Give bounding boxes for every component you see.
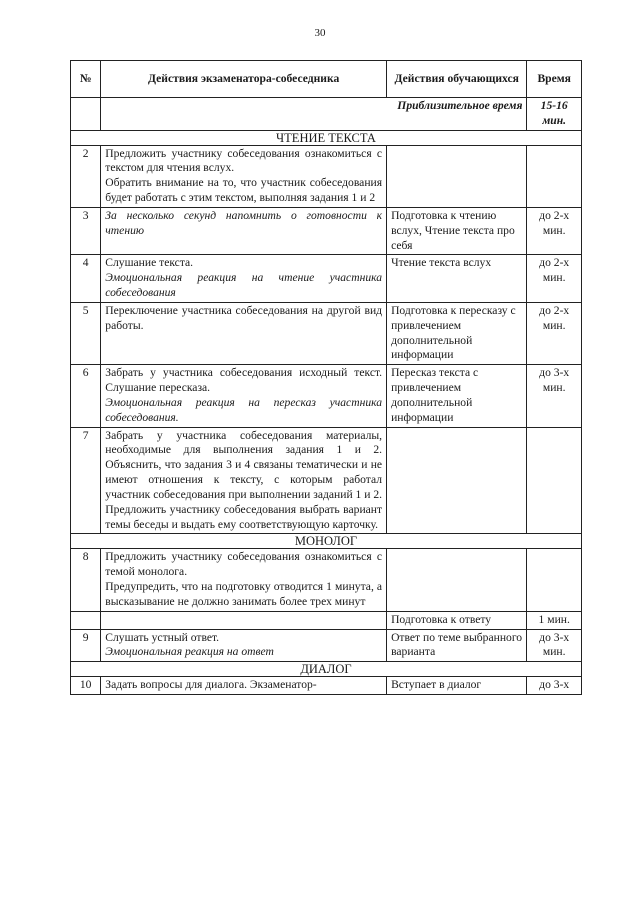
time-value: 1 мин. (527, 611, 582, 629)
examiner-italic-text: Эмоциональная реакция на чтение участника собеседования (105, 271, 383, 300)
examiner-action (101, 629, 387, 662)
row-number: 3 (71, 207, 101, 254)
time-value: до 3-х мин. (527, 365, 582, 427)
table-cell (71, 611, 101, 629)
section-row-dialog (71, 662, 582, 677)
time-value: до 2-х мин. (527, 207, 582, 254)
section-title-monolog: МОНОЛОГ (71, 534, 582, 549)
table-row (71, 302, 582, 364)
examiner-action (101, 427, 387, 534)
row-number: 6 (71, 365, 101, 427)
section-title-reading: ЧТЕНИЕ ТЕКСТА (71, 130, 582, 145)
time-value: до 3-х мин. (527, 629, 582, 662)
table-row (71, 549, 582, 611)
header-examiner-actions: Действия экзаменатора-собеседника (101, 61, 387, 98)
examiner-action (101, 549, 387, 611)
student-action (387, 427, 527, 534)
student-action (387, 145, 527, 207)
examiner-text: Забрать у участника собеседования материалы, необходимые для выполнения задания 1 и 2. Объяснить, что задания 3 и 4 связаны тематически и не имеют отношения к тексту, с которым работал участник собеседования при выполнении заданий 1 и 2. Предложить участнику собеседования выбрать вариант темы беседы и выдать ему соответствующую карточку. (105, 428, 383, 531)
time-value (527, 427, 582, 534)
table-row (71, 629, 582, 662)
examiner-action (101, 677, 387, 695)
time-value: до 3-х (527, 677, 582, 695)
student-action: Вступает в диалог (387, 677, 527, 695)
examiner-text: Предложить участнику собеседования ознакомиться с текстом для чтения вслух. (105, 146, 383, 175)
time-value: до 2-х мин. (527, 255, 582, 302)
section-row-reading (71, 130, 582, 145)
header-number: № (71, 61, 101, 98)
student-action: Подготовка к ответу (387, 611, 527, 629)
examiner-action (101, 365, 387, 427)
student-action (387, 549, 527, 611)
examiner-text: Обратить внимание на то, что участник собеседования будет работать с этим текстом, выполняя задания 1 и 2 (105, 176, 383, 205)
student-action: Пересказ текста с привлечением дополнительной информации (387, 365, 527, 427)
time-value (527, 549, 582, 611)
examiner-action (101, 145, 387, 207)
examiner-text: Переключение участника собеседования на другой вид работы. (105, 303, 383, 332)
approx-time-value: 15-16 мин. (527, 98, 582, 131)
table-row (71, 427, 582, 534)
examiner-action (101, 302, 387, 364)
examiner-text: Забрать у участника собеседования исходный текст. Слушание пересказа. (105, 366, 383, 395)
table-cell (101, 611, 387, 629)
row-number: 7 (71, 427, 101, 534)
approx-time-label: Приблизительное время (101, 98, 527, 131)
section-title-dialog: ДИАЛОГ (71, 662, 582, 677)
examiner-text: Предложить участнику собеседования ознакомиться с темой монолога. (105, 550, 383, 579)
table-row (71, 677, 582, 695)
header-student-actions: Действия обучающихся (387, 61, 527, 98)
table-header-row (71, 61, 582, 98)
student-action: Ответ по теме выбранного варианта (387, 629, 527, 662)
row-number: 4 (71, 255, 101, 302)
examiner-text: Задать вопросы для диалога. Экзаменатор- (105, 678, 317, 692)
row-number: 9 (71, 629, 101, 662)
section-row-monolog (71, 534, 582, 549)
table-row (71, 365, 582, 427)
table-row (71, 255, 582, 302)
examiner-italic-text: Эмоциональная реакция на пересказ участника собеседования. (105, 395, 383, 424)
row-number: 8 (71, 549, 101, 611)
examiner-text: Слушание текста. (105, 256, 194, 270)
student-action: Подготовка к пересказу с привлечением дополнительной информации (387, 302, 527, 364)
row-number: 10 (71, 677, 101, 695)
row-number: 5 (71, 302, 101, 364)
examiner-italic-text: За несколько секунд напомнить о готовности к чтению (105, 208, 383, 237)
table-row (71, 207, 582, 254)
table-row (71, 145, 582, 207)
examiner-action (101, 255, 387, 302)
time-value: до 2-х мин. (527, 302, 582, 364)
exam-procedure-table (70, 60, 582, 695)
examiner-text: Предупредить, что на подготовку отводится 1 минута, а высказывание не должно занимать более трех минут (105, 580, 383, 608)
table-row (71, 611, 582, 629)
approx-time-row (71, 98, 582, 131)
header-time: Время (527, 61, 582, 98)
page-number: 30 (314, 27, 326, 39)
table-cell (71, 98, 101, 131)
examiner-italic-text: Эмоциональная реакция на ответ (105, 645, 274, 659)
examiner-action (101, 207, 387, 254)
student-action: Чтение текста вслух (387, 255, 527, 302)
time-value (527, 145, 582, 207)
row-number: 2 (71, 145, 101, 207)
student-action: Подготовка к чтению вслух, Чтение текста про себя (387, 207, 527, 254)
examiner-text: Слушать устный ответ. (105, 630, 220, 644)
